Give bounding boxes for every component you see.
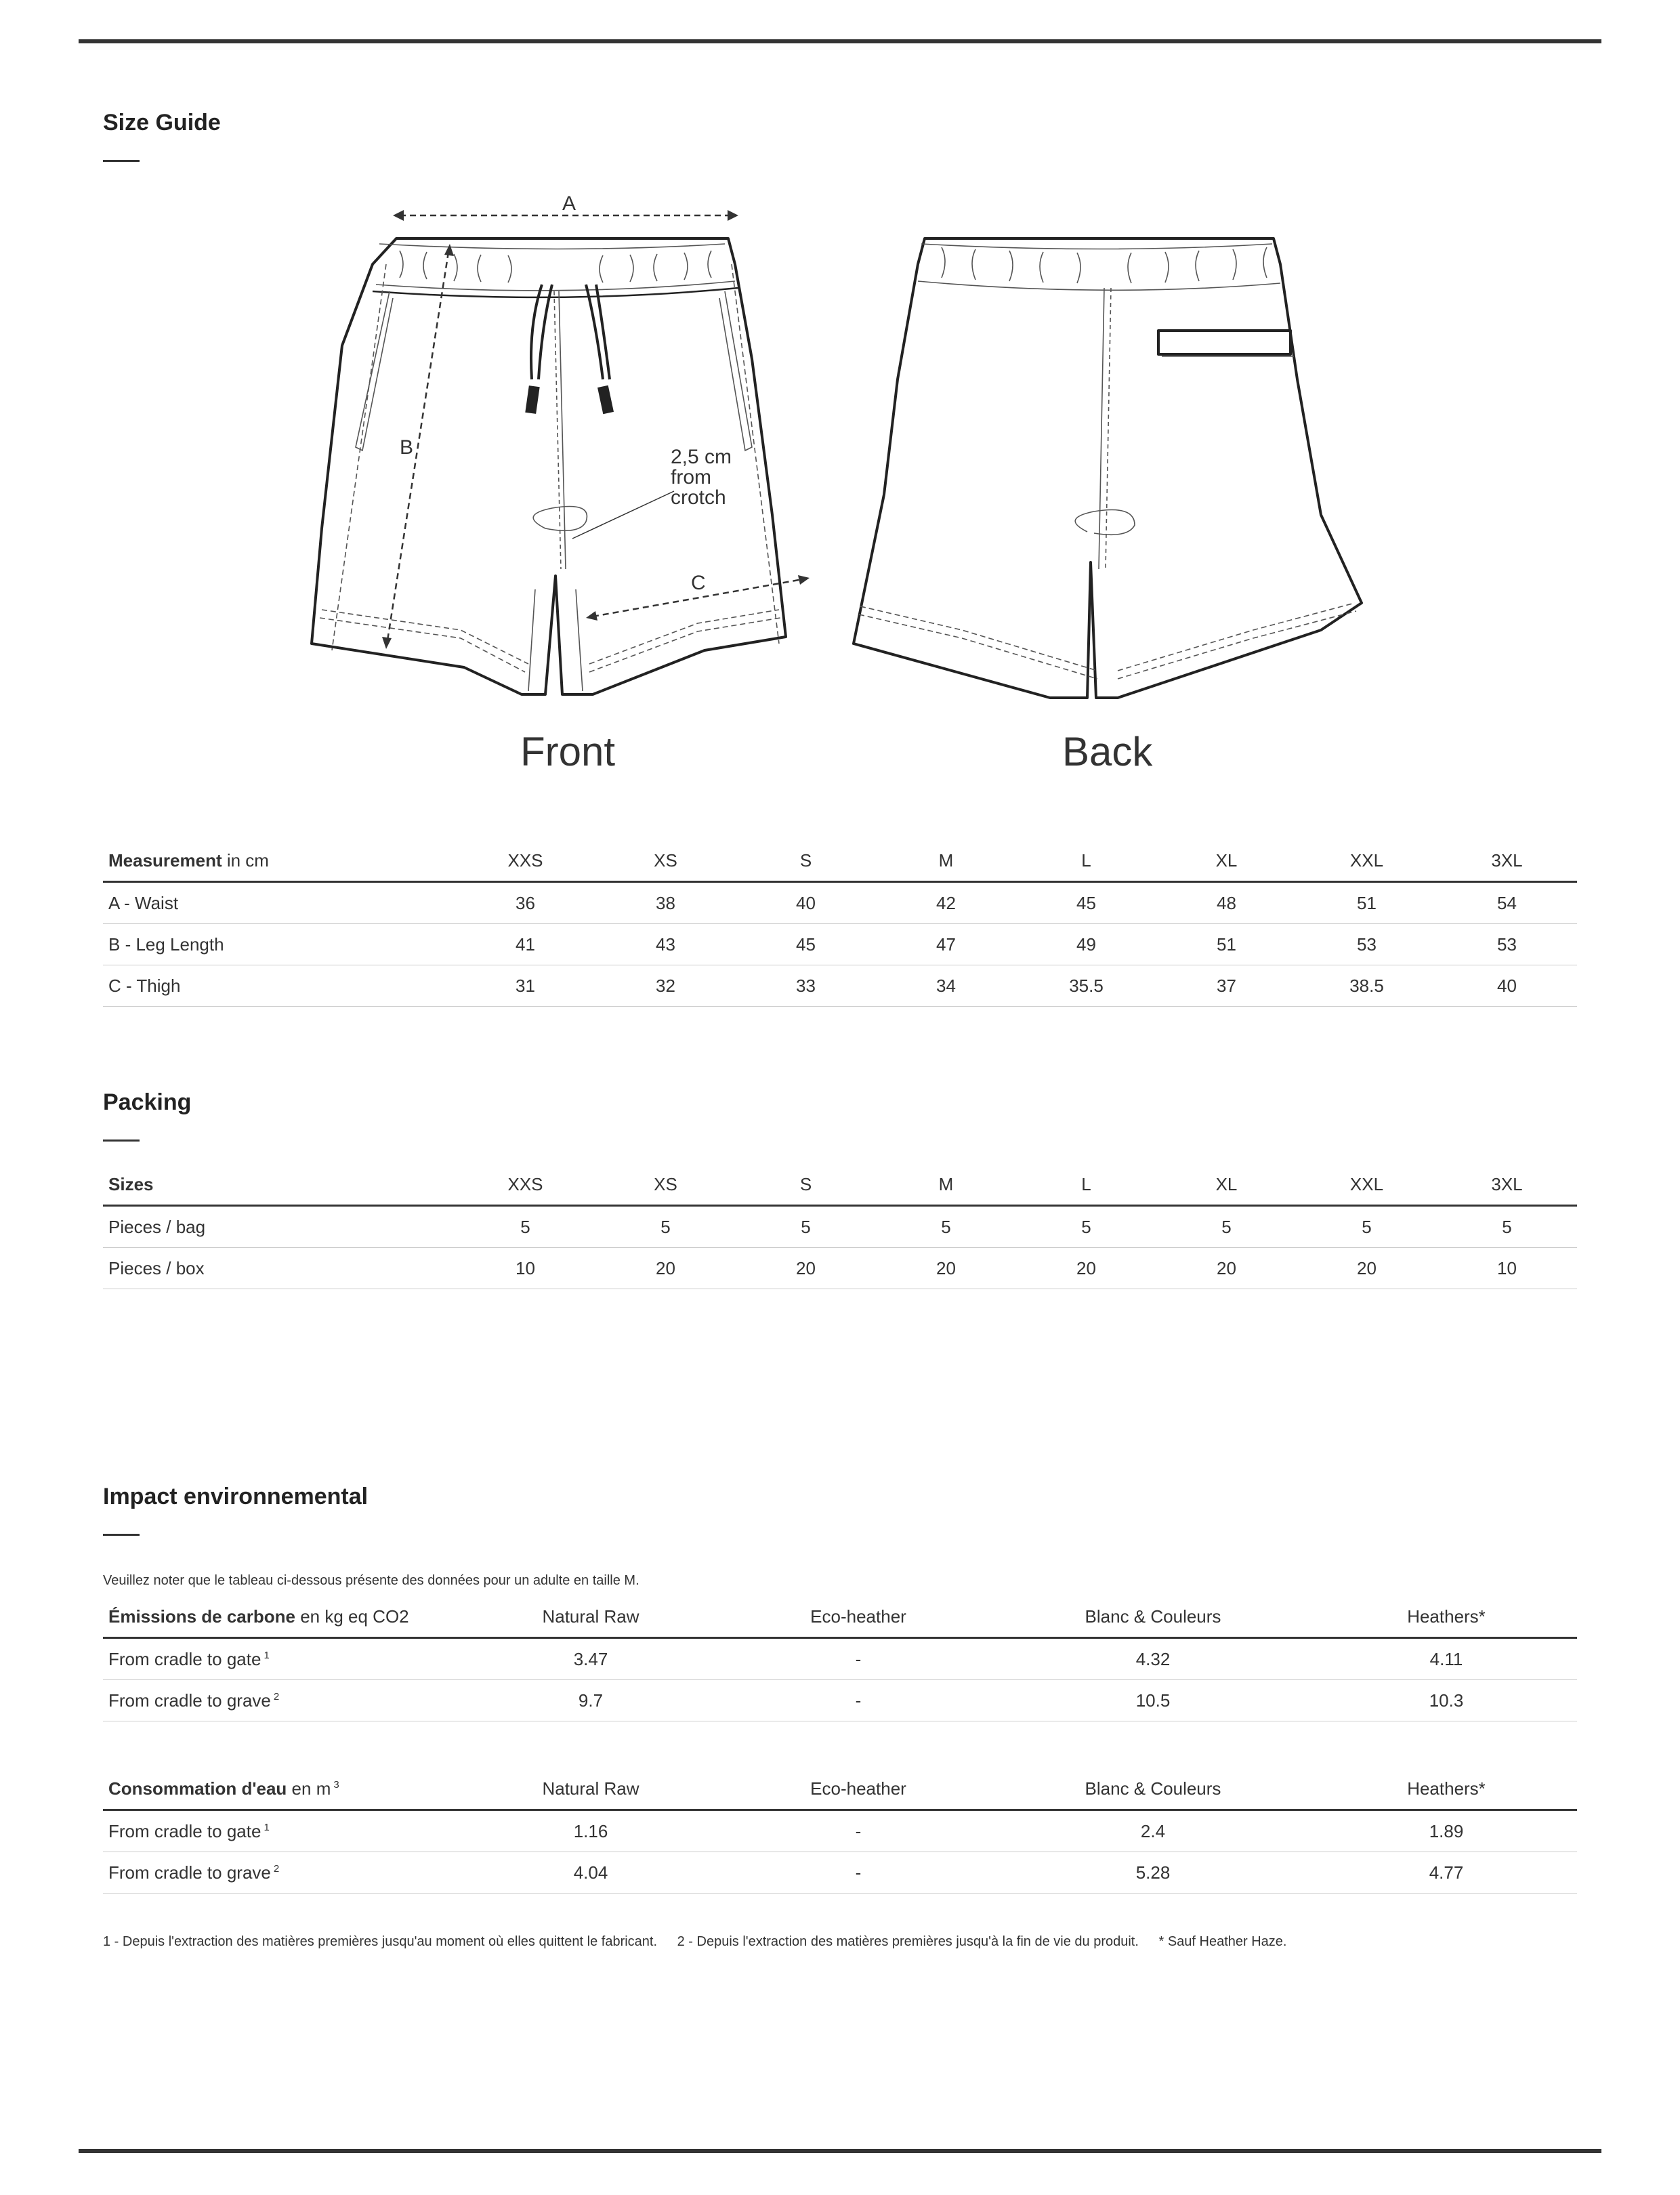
table-cell: 38 (595, 882, 736, 924)
impact-underline (103, 1534, 140, 1536)
row-label: A - Waist (103, 882, 455, 924)
footnote-marker: 2 (273, 1862, 280, 1875)
table-cell: 1.89 (1316, 1810, 1577, 1852)
footnotes (103, 1934, 1303, 1950)
measurement-table (103, 840, 1577, 1007)
row-label: From cradle to gate (108, 1820, 261, 1841)
row-label: B - Leg Length (103, 924, 455, 965)
water-header-unit: en m (287, 1778, 331, 1799)
table-cell: 45 (736, 924, 876, 965)
table-cell: 40 (736, 882, 876, 924)
footnote-marker: 2 (273, 1690, 280, 1702)
table-cell: 4.32 (990, 1638, 1316, 1680)
size-col-xs: XS (595, 840, 736, 882)
table-row (103, 924, 1577, 965)
row-label: From cradle to grave (108, 1862, 271, 1883)
table-cell: 31 (455, 965, 595, 1007)
table-cell: - (726, 1638, 990, 1680)
table-cell: 20 (1297, 1248, 1437, 1289)
size-guide-title: Size Guide (103, 110, 221, 135)
size-col-xxl: XXL (1297, 840, 1437, 882)
impact-title: Impact environnemental (103, 1484, 369, 1509)
table-cell: 20 (1156, 1248, 1297, 1289)
footnote-1: 1 - Depuis l'extraction des matières premières jusqu'au moment où elles quittent le fabricant. (103, 1934, 658, 1949)
size-col-xxl: XXL (1297, 1164, 1437, 1206)
water-header-label: Consommation d'eau (108, 1778, 287, 1799)
table-cell: 51 (1156, 924, 1297, 965)
carbon-table (103, 1596, 1577, 1721)
table-cell: 53 (1437, 924, 1577, 965)
col-blanc-couleurs: Blanc & Couleurs (990, 1768, 1316, 1810)
packing-title: Packing (103, 1089, 192, 1115)
row-label: From cradle to grave (108, 1690, 271, 1711)
table-cell: 47 (876, 924, 1016, 965)
table-cell: 38.5 (1297, 965, 1437, 1007)
col-eco-heather: Eco-heather (726, 1596, 990, 1638)
size-col-l: L (1016, 840, 1156, 882)
table-cell: 5 (1297, 1206, 1437, 1248)
table-row (103, 1852, 1577, 1894)
measurement-table-header (103, 840, 1577, 882)
table-cell: 37 (1156, 965, 1297, 1007)
table-cell: 5 (736, 1206, 876, 1248)
table-cell: 10.5 (990, 1680, 1316, 1721)
packing-table (103, 1164, 1577, 1289)
table-cell: 40 (1437, 965, 1577, 1007)
table-cell: 34 (876, 965, 1016, 1007)
water-table-header (103, 1768, 1577, 1810)
crotch-note-line-1: 2,5 cm (671, 446, 732, 468)
table-cell: 54 (1437, 882, 1577, 924)
top-rule (79, 39, 1601, 43)
table-cell: 45 (1016, 882, 1156, 924)
footnote-marker: 1 (264, 1649, 270, 1661)
table-cell: 48 (1156, 882, 1297, 924)
table-cell: - (726, 1810, 990, 1852)
shorts-front-drawing (305, 190, 833, 711)
size-col-xs: XS (595, 1164, 736, 1206)
col-blanc-couleurs: Blanc & Couleurs (990, 1596, 1316, 1638)
col-eco-heather: Eco-heather (726, 1768, 990, 1810)
table-cell: 9.7 (455, 1680, 726, 1721)
table-cell: 3.47 (455, 1638, 726, 1680)
measurement-header-label: Measurement (108, 850, 222, 871)
table-cell: - (726, 1852, 990, 1894)
table-row (103, 1206, 1577, 1248)
table-cell: 43 (595, 924, 736, 965)
size-col-3xl: 3XL (1437, 840, 1577, 882)
dimension-label-b: B (400, 436, 414, 459)
table-cell: 5 (455, 1206, 595, 1248)
table-cell: 1.16 (455, 1810, 726, 1852)
table-cell: 10.3 (1316, 1680, 1577, 1721)
col-natural-raw: Natural Raw (455, 1768, 726, 1810)
size-col-l: L (1016, 1164, 1156, 1206)
carbon-header-label: Émissions de carbone (108, 1606, 295, 1627)
table-cell: 10 (1437, 1248, 1577, 1289)
back-view-label: Back (1062, 729, 1153, 774)
crotch-note-line-2: from (671, 466, 711, 488)
size-guide-underline (103, 160, 140, 162)
bottom-rule (79, 2149, 1601, 2153)
col-heathers: Heathers* (1316, 1768, 1577, 1810)
table-cell: 10 (455, 1248, 595, 1289)
footnote-3: * Sauf Heather Haze. (1158, 1934, 1287, 1949)
packing-underline (103, 1140, 140, 1142)
table-cell: 5 (876, 1206, 1016, 1248)
size-col-xxs: XXS (455, 840, 595, 882)
table-cell: 35.5 (1016, 965, 1156, 1007)
table-row (103, 1810, 1577, 1852)
table-cell: 20 (1016, 1248, 1156, 1289)
size-col-xxs: XXS (455, 1164, 595, 1206)
col-natural-raw: Natural Raw (455, 1596, 726, 1638)
table-cell: 4.77 (1316, 1852, 1577, 1894)
table-cell: 20 (736, 1248, 876, 1289)
table-cell: - (726, 1680, 990, 1721)
footnote-marker: 1 (264, 1821, 270, 1833)
packing-header-label: Sizes (103, 1164, 455, 1206)
table-row (103, 882, 1577, 924)
packing-table-header (103, 1164, 1577, 1206)
table-cell: 5 (1156, 1206, 1297, 1248)
table-cell: 41 (455, 924, 595, 965)
table-cell: 2.4 (990, 1810, 1316, 1852)
table-row (103, 1680, 1577, 1721)
size-col-xl: XL (1156, 1164, 1297, 1206)
table-cell: 4.11 (1316, 1638, 1577, 1680)
table-row (103, 965, 1577, 1007)
table-cell: 33 (736, 965, 876, 1007)
size-col-xl: XL (1156, 840, 1297, 882)
measurement-header-unit: in cm (222, 850, 269, 871)
row-label: C - Thigh (103, 965, 455, 1007)
size-col-s: S (736, 840, 876, 882)
dimension-label-c: C (691, 572, 706, 594)
water-table (103, 1768, 1577, 1894)
carbon-header-unit: en kg eq CO2 (295, 1606, 409, 1627)
size-col-m: M (876, 840, 1016, 882)
row-label: Pieces / bag (103, 1206, 455, 1248)
col-heathers: Heathers* (1316, 1596, 1577, 1638)
table-cell: 42 (876, 882, 1016, 924)
table-cell: 20 (595, 1248, 736, 1289)
front-view-label: Front (520, 729, 616, 774)
size-col-m: M (876, 1164, 1016, 1206)
dimension-label-a: A (562, 192, 576, 215)
impact-note: Veuillez noter que le tableau ci-dessous présente des données pour un adulte en taille M. (103, 1573, 639, 1588)
water-header-exponent: 3 (333, 1778, 339, 1791)
table-cell: 5 (1016, 1206, 1156, 1248)
table-cell: 5.28 (990, 1852, 1316, 1894)
table-cell: 5 (1437, 1206, 1577, 1248)
size-col-3xl: 3XL (1437, 1164, 1577, 1206)
table-row (103, 1638, 1577, 1680)
footnote-2: 2 - Depuis l'extraction des matières premières jusqu'à la fin de vie du produit. (677, 1934, 1139, 1949)
size-col-s: S (736, 1164, 876, 1206)
table-cell: 49 (1016, 924, 1156, 965)
table-row (103, 1248, 1577, 1289)
row-label: From cradle to gate (108, 1648, 261, 1669)
table-cell: 4.04 (455, 1852, 726, 1894)
row-label: Pieces / box (103, 1248, 455, 1289)
table-cell: 5 (595, 1206, 736, 1248)
crotch-note-line-3: crotch (671, 486, 726, 509)
table-cell: 51 (1297, 882, 1437, 924)
table-cell: 20 (876, 1248, 1016, 1289)
table-cell: 32 (595, 965, 736, 1007)
table-cell: 36 (455, 882, 595, 924)
shorts-back-drawing (847, 224, 1375, 711)
carbon-table-header (103, 1596, 1577, 1638)
table-cell: 53 (1297, 924, 1437, 965)
